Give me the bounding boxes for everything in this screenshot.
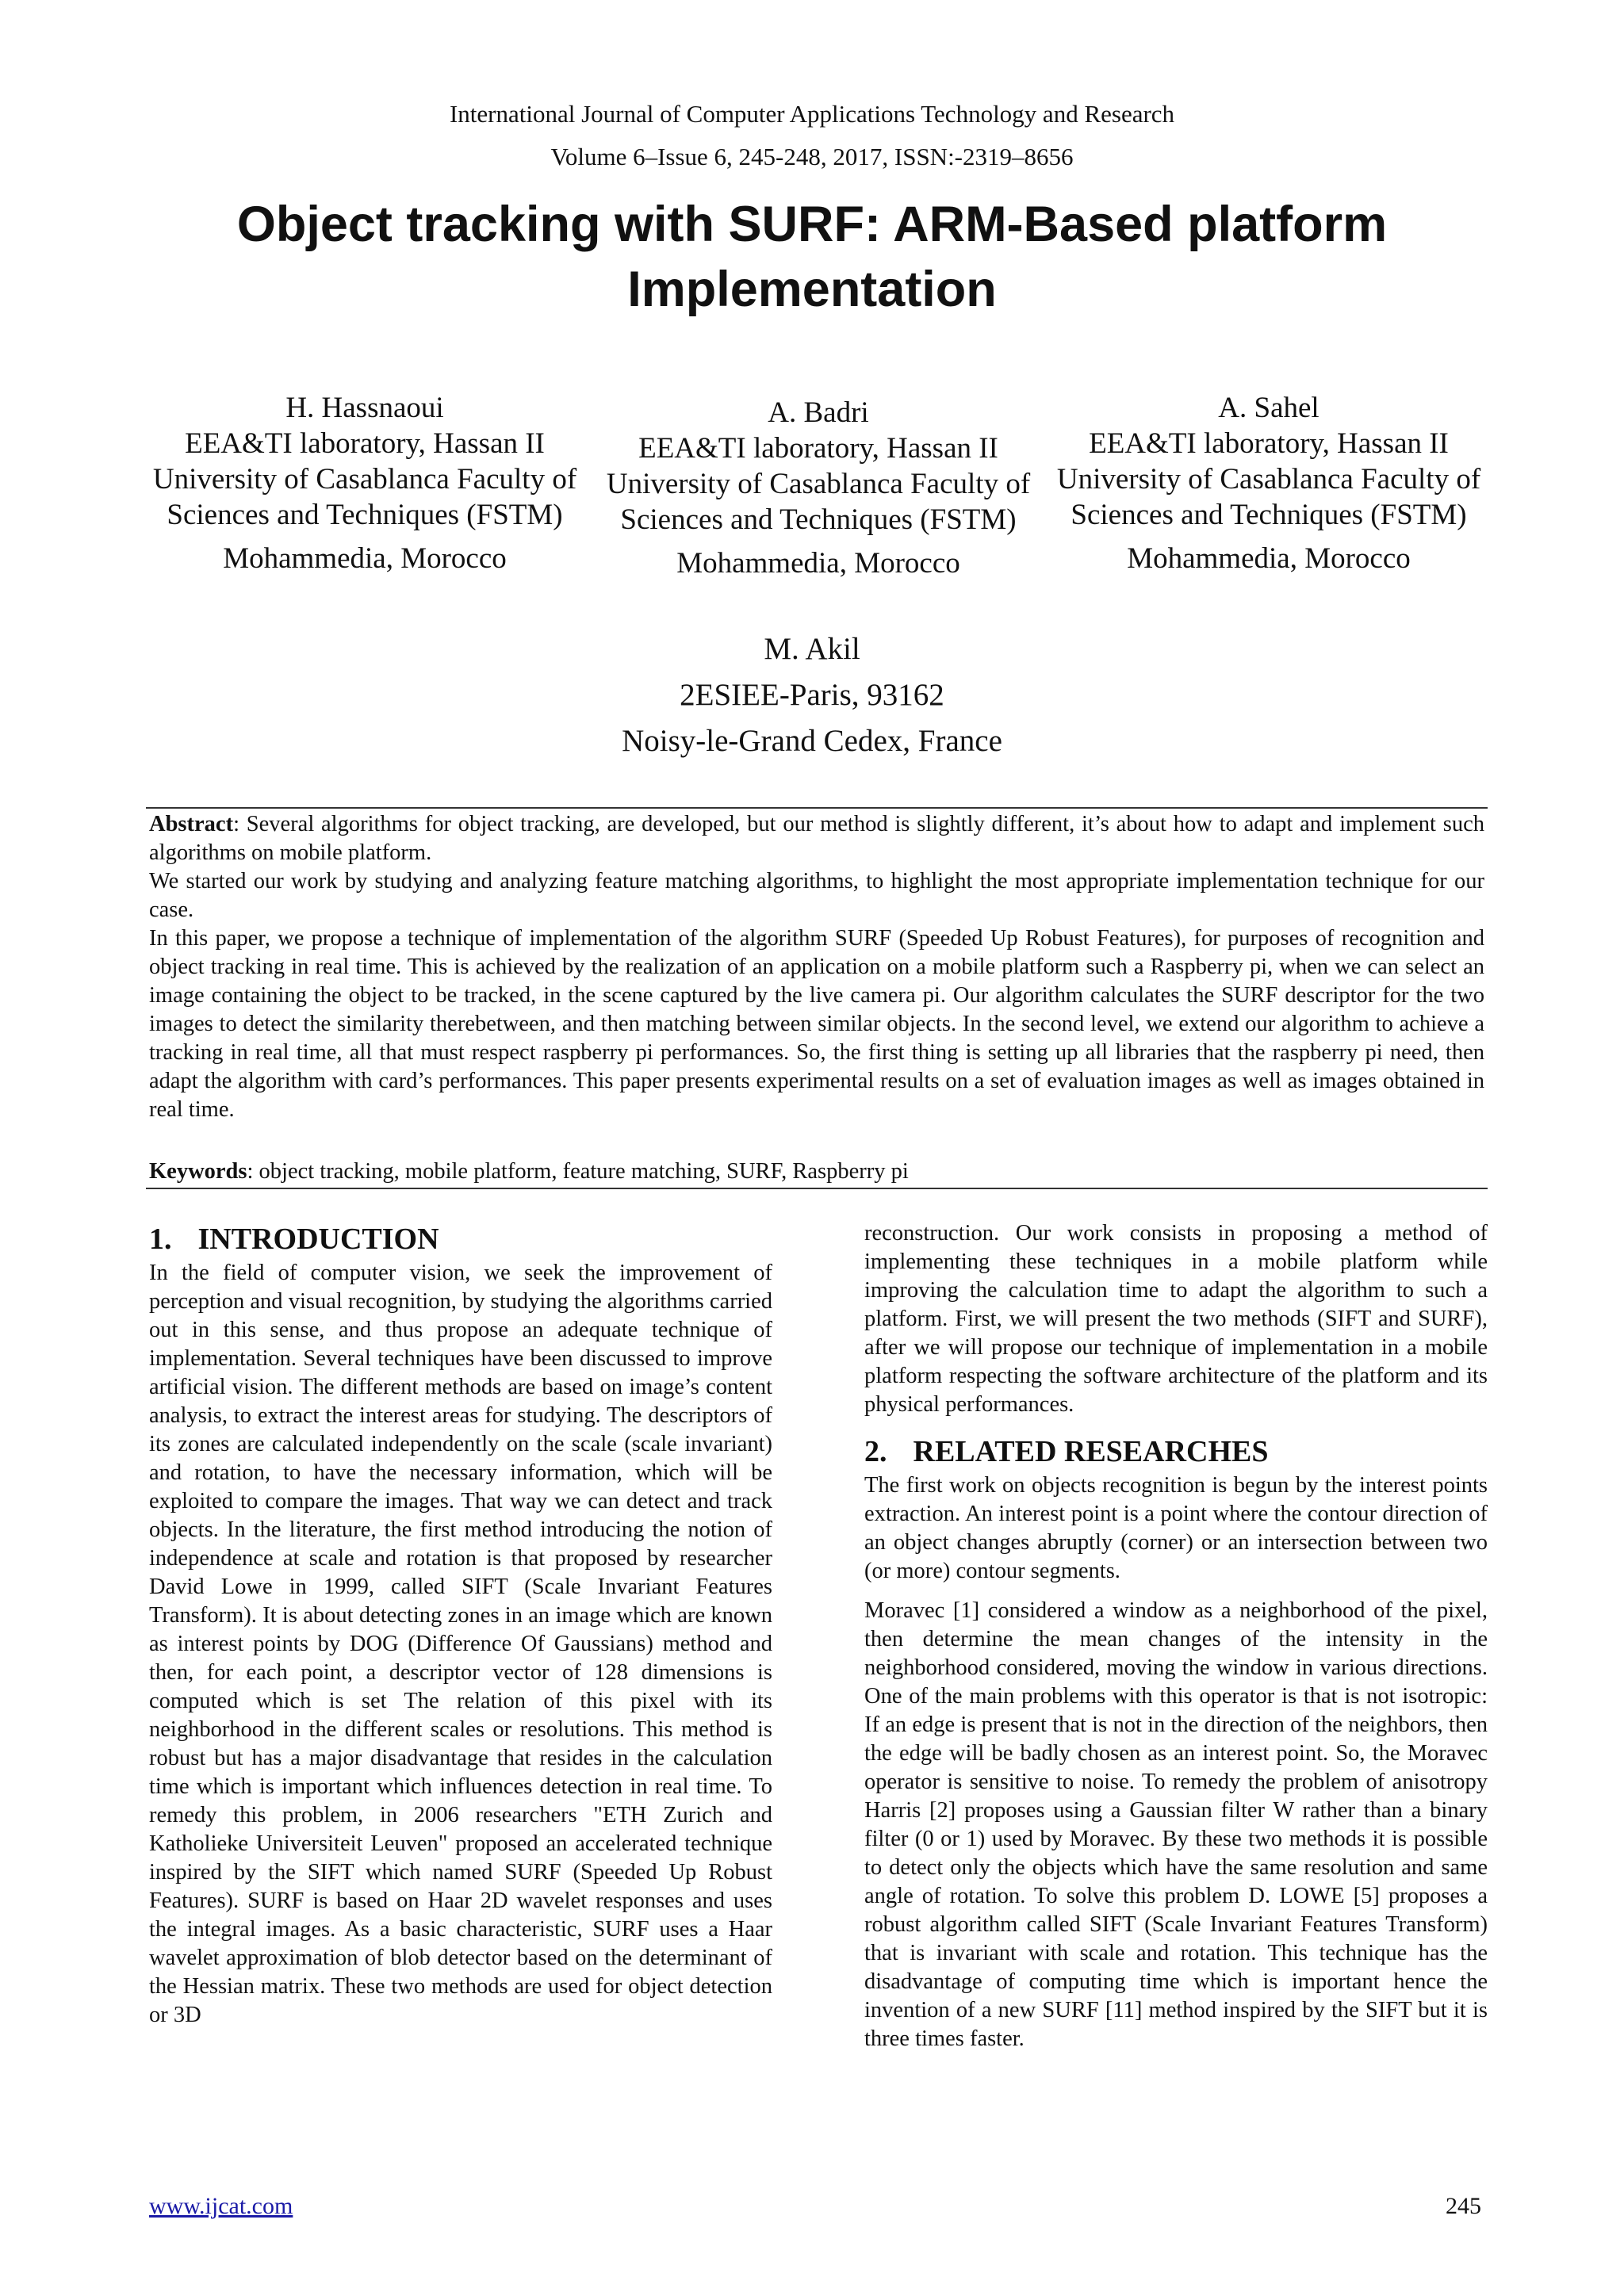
journal-volume: Volume 6–Issue 6, 245-248, 2017, ISSN:-2319–8656 (550, 143, 1074, 170)
author-affiliation: Sciences and Techniques (FSTM) (620, 503, 1017, 536)
keywords-text: : object tracking, mobile platform, feature matching, SURF, Raspberry pi (247, 1159, 909, 1184)
journal-name: International Journal of Computer Applications Technology and Research (449, 100, 1175, 128)
author-name: A. Badri (768, 396, 869, 429)
right-column (864, 1219, 1488, 2053)
abstract-paragraph: Abstract: Several algorithms for object tracking, are developed, but our method is slightly different, it’s about how to adapt and implement such algorithms on mobile platform. (149, 812, 1484, 865)
author-location: Mohammedia, Morocco (1127, 542, 1411, 575)
author-location: Mohammedia, Morocco (223, 542, 507, 575)
page-number: 245 (1446, 2193, 1481, 2219)
abstract (149, 810, 1484, 1124)
body-paragraph: The first work on objects recognition is begun by the interest points extraction. An interest point is a point where the contour direction of an object changes abruptly (corner) or an intersection between two (or more) contour segments. (864, 1473, 1488, 1583)
author-affiliation: Sciences and Techniques (FSTM) (167, 499, 563, 531)
body-paragraph: reconstruction. Our work consists in proposing a method of implementing these techniques in a mobile platform while improving the calculation time to adapt the algorithm to such a platform. First, we will present the two methods (SIFT and SURF), after we will propose our technique of implementation in a mobile platform respecting the software architecture of the platform and its physical performances. (864, 1221, 1488, 1417)
paper-title: Object tracking with SURF: ARM-Based platform Implementation (236, 197, 1388, 317)
author-affiliation: EEA&TI laboratory, Hassan II (638, 432, 998, 465)
author-affiliation: Sciences and Techniques (FSTM) (1071, 499, 1467, 531)
keywords (149, 1158, 1484, 1186)
author-affiliation: Noisy-le-Grand Cedex, France (622, 724, 1002, 758)
left-column (149, 1221, 772, 2030)
abstract-top-rule (146, 807, 1488, 809)
author-name: H. Hassnaoui (285, 392, 444, 424)
author-block (495, 626, 1129, 764)
abstract-label: Abstract (149, 812, 234, 836)
author-location: Mohammedia, Morocco (676, 547, 960, 580)
body-paragraph: Moravec [1] considered a window as a neighborhood of the pixel, then determine the mean changes of the intensity in the neighborhood considered, moving the window in various directions. One of the main problems with this operator is that is not isotropic: If an edge is present that is not in the direction of the neighbors, then the edge will be badly chosen as an interest point. So, the Moravec operator is sensitive to noise. To remedy the problem of anisotropy Harris [2] proposes using a Gaussian filter W rather than a binary filter (0 or 1) used by Moravec. By these two methods it is possible to detect only the objects which have the same resolution and same angle of rotation. To solve this problem D. LOWE [5] proposes a robust algorithm called SIFT (Scale Invariant Features Transform) that is invariant with scale and rotation. This technique has the disadvantage of computing time which is important hence the invention of a new SURF [11] method inspired by the SIFT but it is three times faster. (864, 1598, 1488, 2051)
abstract-paragraph: In this paper, we propose a technique of implementation of the algorithm SURF (Speeded Up Robust Features), for purposes of recognition and object tracking in real time. This is achieved by the realization of an application on a mobile platform such a Raspberry pi, when we can select an image containing the object to be tracked, in the scene captured by the live camera pi. Our algorithm calculates the SURF descriptor for the two images to detect the similarity therebetween, and then matching between similar objects. In the second level, we extend our algorithm to achieve a tracking in real time, all that must respect raspberry pi performances. So, the first thing is setting up all libraries that the raspberry pi need, then adapt the algorithm with card’s performances. This paper presents experimental results on a set of evaluation images as well as images obtained in real time. (149, 926, 1484, 1122)
keywords-bottom-rule (146, 1188, 1488, 1189)
journal-website-link[interactable]: www.ijcat.com (149, 2193, 293, 2219)
author-affiliation: EEA&TI laboratory, Hassan II (1089, 427, 1449, 460)
author-affiliation: University of Casablanca Faculty of (1056, 463, 1481, 496)
author-affiliation: 2ESIEE-Paris, 93162 (680, 678, 944, 712)
author-block (1047, 390, 1491, 576)
section-heading-related-researches: 2. RELATED RESEARCHES (864, 1435, 1269, 1468)
author-block (143, 390, 587, 576)
author-name: A. Sahel (1218, 392, 1320, 424)
author-affiliation: University of Casablanca Faculty of (606, 468, 1031, 500)
author-affiliation: University of Casablanca Faculty of (152, 463, 577, 496)
author-affiliation: EEA&TI laboratory, Hassan II (185, 427, 545, 460)
author-name: M. Akil (764, 632, 860, 666)
keywords-label: Keywords (149, 1159, 247, 1184)
section-heading-introduction: 1. INTRODUCTION (149, 1223, 439, 1256)
abstract-paragraph: We started our work by studying and analyzing feature matching algorithms, to highlight the most appropriate implementation technique for our case. (149, 869, 1484, 922)
body-paragraph: In the field of computer vision, we seek the improvement of perception and visual recognition, by studying the algorithms carried out in this sense, and thus propose an adequate technique of implementation. Several techniques have been discussed to improve artificial vision. The different methods are based on image’s content analysis, to extract the interest areas for studying. The descriptors of its zones are calculated independently on the scale (scale invariant) and rotation, to have the necessary information, which will be exploited to compare the images. That way we can detect and track objects. In the literature, the first method introducing the notion of independence at scale and rotation is that proposed by researcher David Lowe in 1999, called SIFT (Scale Invariant Features Transform). It is about detecting zones in an image which are known as interest points by DOG (Difference Of Gaussians) method and then, for each point, a descriptor vector of 128 dimensions is computed which is set The relation of this pixel with its neighborhood in the different scales or resolutions. This method is robust but has a major disadvantage that resides in the calculation time which is important which influences detection in real time. To remedy this problem, in 2006 researchers "ETH Zurich and Katholieke Universiteit Leuven" proposed an accelerated technique inspired by the SIFT which named SURF (Speeded Up Robust Features). SURF is based on Haar 2D wavelet responses and uses the integral images. As a basic characteristic, SURF uses a Haar wavelet approximation of blob detector based on the determinant of the Hessian matrix. These two methods are used for object detection or 3D (149, 1261, 772, 2027)
author-block (596, 395, 1040, 581)
